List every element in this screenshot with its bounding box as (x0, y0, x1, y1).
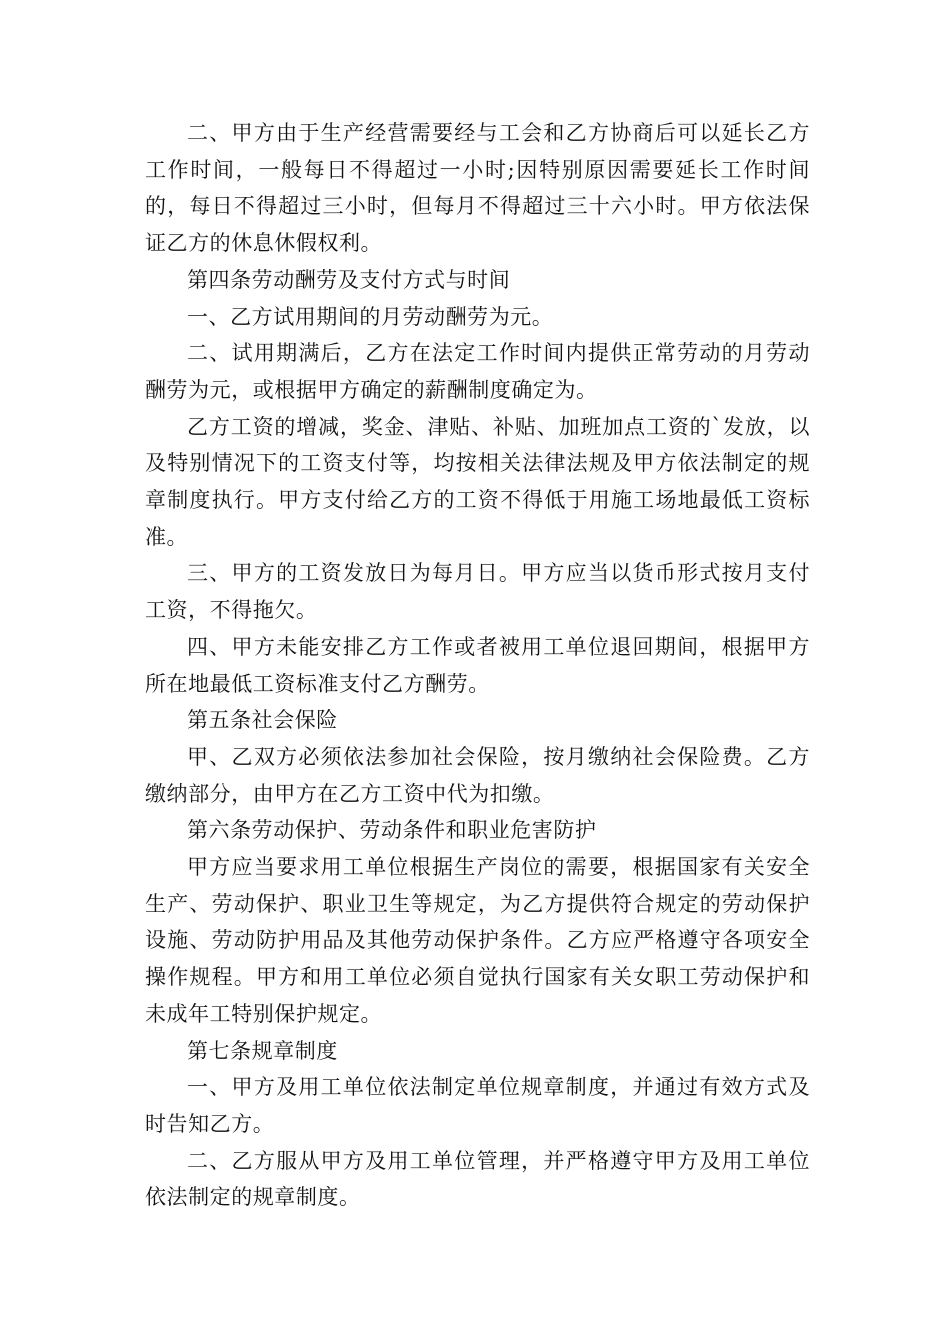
heading-article-7: 第七条规章制度 (187, 1038, 338, 1063)
paragraph-rules-notice: 一、甲方及用工单位依法制定单位规章制度，并通过有效方式及时告知乙方。 (145, 1075, 810, 1136)
paragraph-post-probation-pay: 二、试用期满后，乙方在法定工作时间内提供正常劳动的月劳动酬劳为元，或根据甲方确定的薪酬制度确定为。 (145, 341, 810, 402)
paragraph-probation-pay: 一、乙方试用期间的月劳动酬劳为元。 (187, 304, 554, 329)
heading-article-5: 第五条社会保险 (187, 708, 338, 733)
document-body (145, 115, 810, 1216)
paragraph-rules-compliance: 二、乙方服从甲方及用工单位管理，并严格遵守甲方及用工单位依法制定的规章制度。 (145, 1148, 810, 1210)
paragraph-pay-day: 三、甲方的工资发放日为每月日。甲方应当以货币形式按月支付工资，不得拖欠。 (145, 561, 810, 623)
heading-article-4: 第四条劳动酬劳及支付方式与时间 (187, 267, 511, 292)
paragraph-overtime-rules: 二、甲方由于生产经营需要经与工会和乙方协商后可以延长乙方工作时间，一般每日不得超过一小时;因特别原因需要延长工作时间的，每日不得超过三小时，但每月不得超过三十六小时。甲方依法保证乙方的休息休假权利。 (145, 121, 810, 256)
paragraph-social-insurance: 甲、乙双方必须依法参加社会保险，按月缴纳社会保险费。乙方缴纳部分，由甲方在乙方工资中代为扣缴。 (145, 744, 810, 806)
heading-article-6: 第六条劳动保护、劳动条件和职业危害防护 (187, 818, 597, 843)
paragraph-idle-period-pay: 四、甲方未能安排乙方工作或者被用工单位退回期间，根据甲方所在地最低工资标准支付乙方酬劳。 (145, 634, 810, 696)
paragraph-wage-adjustments: 乙方工资的增减，奖金、津贴、补贴、加班加点工资的`发放，以及特别情况下的工资支付等，均按相关法律法规及甲方依法制定的规章制度执行。甲方支付给乙方的工资不得低于用施工场地最低工资标准。 (145, 414, 810, 549)
paragraph-labor-protection: 甲方应当要求用工单位根据生产岗位的需要，根据国家有关安全生产、劳动保护、职业卫生等规定，为乙方提供符合规定的劳动保护设施、劳动防护用品及其他劳动保护条件。乙方应严格遵守各项安全操作规程。甲方和用工单位必须自觉执行国家有关女职工劳动保护和未成年工特别保护规定。 (145, 855, 810, 1026)
